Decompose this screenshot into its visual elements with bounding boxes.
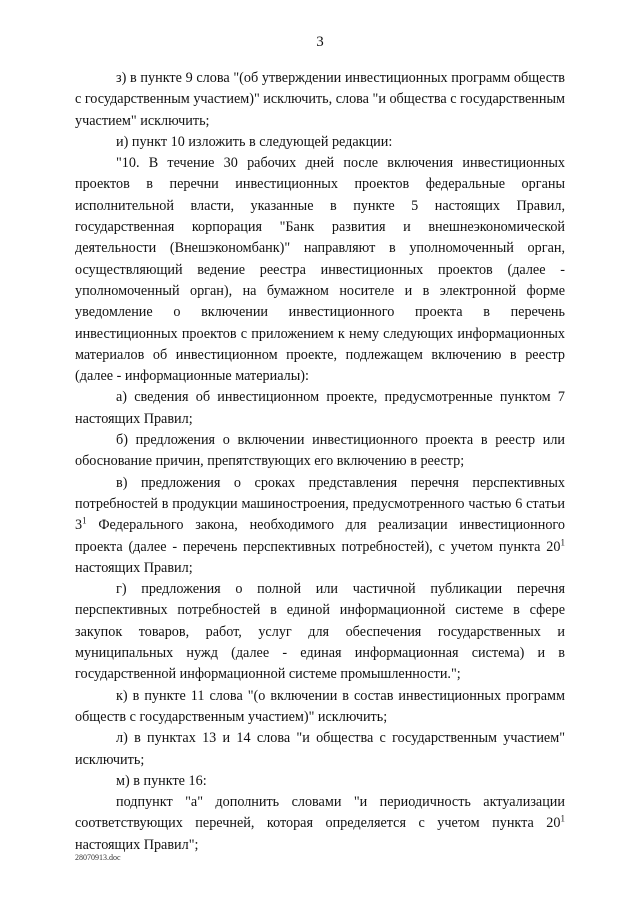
paragraph-i: и) пункт 10 изложить в следующей редакции: xyxy=(116,133,393,150)
paragraph-subpoint-a xyxy=(75,792,565,856)
document-body xyxy=(75,68,565,856)
paragraph-m: м) в пункте 16: xyxy=(116,772,207,789)
superscript-point: 1 xyxy=(560,537,565,548)
paragraph-b: б) предложения о включении инвестиционного проекта в реестр или обоснование причин, препятствующих его включению в реестр; xyxy=(75,432,565,470)
paragraph-z: з) в пункте 9 слова "(об утверждении инвестиционных программ обществ с государственным участием)" исключить, слова "и общества с государственным участием" исключить; xyxy=(75,70,565,129)
paragraph-l: л) в пунктах 13 и 14 слова "и общества с государственным участием" исключить; xyxy=(75,730,565,768)
paragraph-v-part3: настоящих Правил; xyxy=(75,559,193,576)
paragraph-g: г) предложения о полной или частичной публикации перечня перспективных потребностей в единой информационной системе в сфере закупок товаров, работ, услуг для обеспечения государственных и муниципальных нужд (далее - единая информационная система) и в государственной информационной системе промышленности."; xyxy=(75,581,565,683)
paragraph-v-part2: Федерального закона, необходимого для реализации инвестиционного проекта (далее - перечень перспективных потребностей), с учетом пункта 20 xyxy=(75,517,565,555)
paragraph-v-part1: в) предложения о сроках представления перечня перспективных потребностей в продукции машиностроения, предусмотренного частью 6 статьи 3 xyxy=(75,474,565,534)
paragraph-point-10: "10. В течение 30 рабочих дней после включения инвестиционных проектов в перечни инвестиционных проектов федеральные органы исполнительной власти, указанные в пункте 5 настоящих Правил, государственная корпорация "Банк развития и внешнеэкономической деятельности (Внешэкономбанк)" направляют в уполномоченный орган, осуществляющий ведение реестра инвестиционных проектов (далее - уполномоченный орган), на бумажном носителе и в электронной форме уведомление о включении инвестиционного проекта в перечень инвестиционных проектов с приложением к нему следующих информационных материалов об инвестиционном проекте, подлежащем включению в реестр (далее - информационные материалы): xyxy=(75,155,565,385)
paragraph-v xyxy=(75,473,565,579)
subpoint-part1: подпункт "а" дополнить словами "и периодичность актуализации соответствующих перечней, которая определяется с учетом пункта 20 xyxy=(75,794,565,832)
superscript-article: 1 xyxy=(82,515,87,526)
file-name-footer: 28070913.doc xyxy=(75,853,121,862)
subpoint-part2: настоящих Правил"; xyxy=(75,836,199,853)
paragraph-k: к) в пункте 11 слова "(о включении в состав инвестиционных программ обществ с государственным участием)" исключить; xyxy=(75,687,565,725)
page-number: 3 xyxy=(316,34,324,50)
paragraph-a: а) сведения об инвестиционном проекте, предусмотренные пунктом 7 настоящих Правил; xyxy=(75,389,565,427)
superscript-subpoint: 1 xyxy=(560,814,565,824)
